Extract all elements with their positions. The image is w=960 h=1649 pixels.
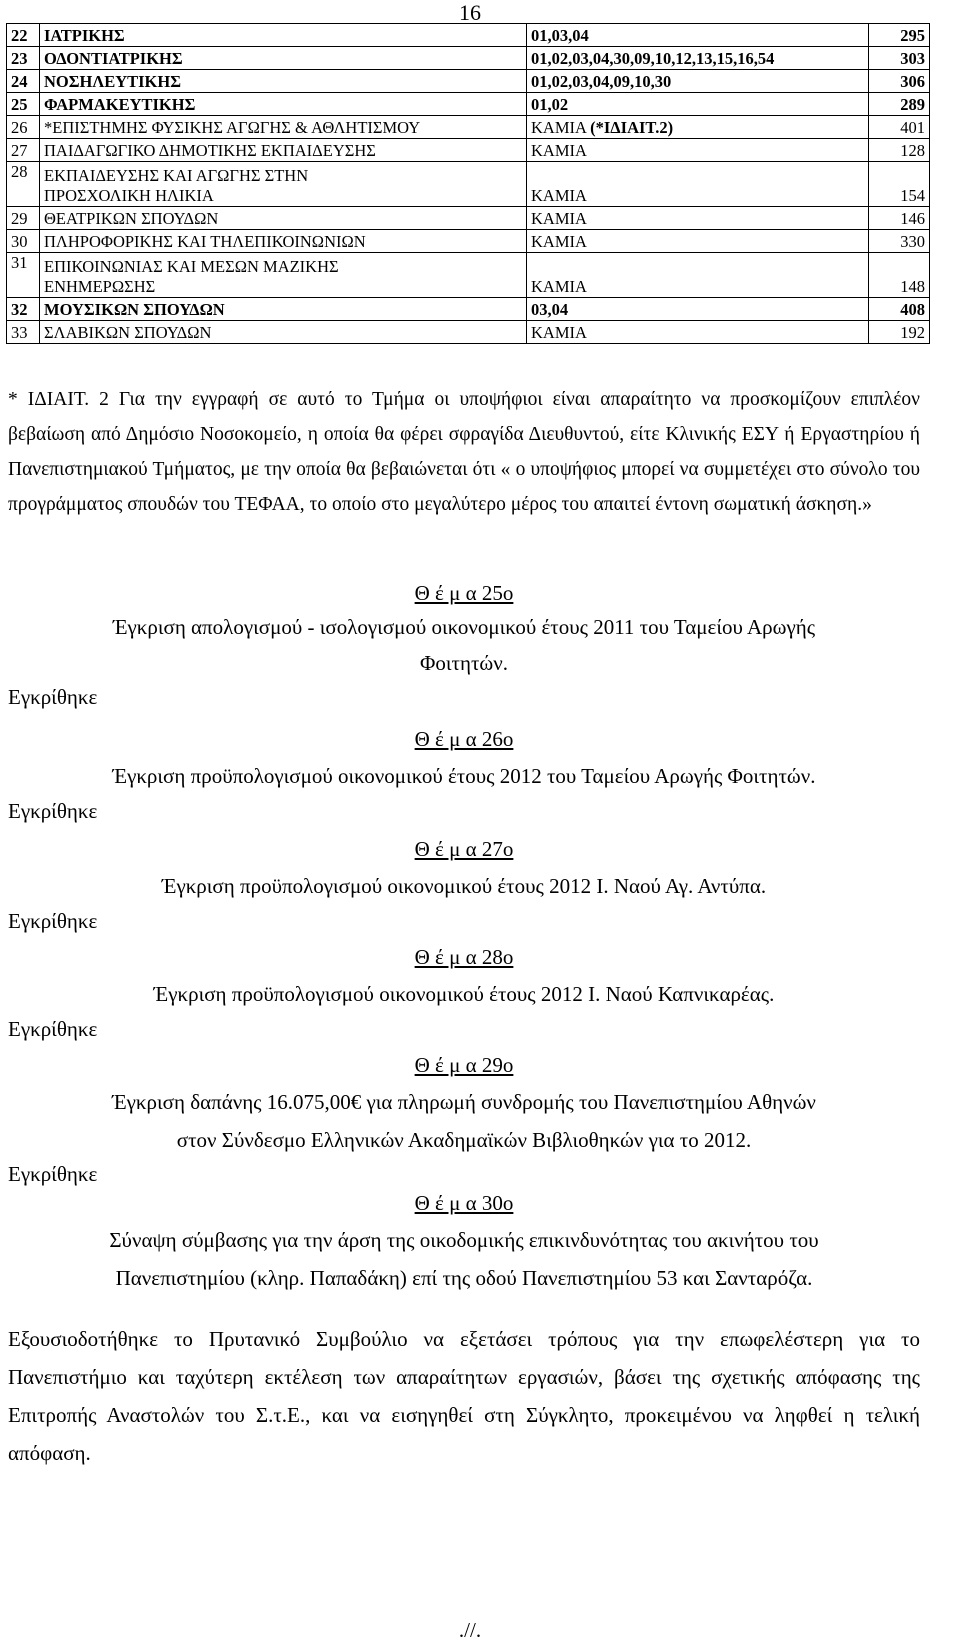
department-name [40,162,527,207]
table-row [7,207,930,230]
required-codes-text: ΚΑΜΙΑ [531,209,587,228]
count-value: 128 [869,139,930,162]
department-name [40,116,527,139]
table-row [7,298,930,321]
department-name [40,207,527,230]
required-codes-text: 01,02,03,04,30,09,10,12,13,15,16,54 [531,49,775,68]
required-codes-text: ΚΑΜΙΑ [531,323,587,342]
topic-27 [8,832,920,936]
topic-27-heading: Θ έ μ α 27ο [414,837,514,861]
department-name [40,70,527,93]
topic-30-title-line2: Πανεπιστημίου (κληρ. Παπαδάκη) επί της οδού Πανεπιστημίου 53 και Σανταρόζα. [115,1266,813,1290]
count-value: 408 [869,298,930,321]
table-row [7,116,930,139]
table-row [7,139,930,162]
topic-30-heading: Θ έ μ α 30ο [414,1191,514,1215]
row-number: 29 [7,207,40,230]
department-name-line: ΕΠΙΚΟΙΝΩΝΙΑΣ ΚΑΙ ΜΕΣΩΝ ΜΑΖΙΚΗΣ [44,257,339,276]
topic-26-heading: Θ έ μ α 26ο [414,727,514,751]
required-codes [527,207,869,230]
row-number: 31 [7,253,40,298]
topic-30-title-line1: Σύναψη σύμβασης για την άρση της οικοδομικής επικινδυνότητας του ακινήτου του [109,1228,819,1252]
required-codes-text: ΚΑΜΙΑ [531,141,587,160]
count-value: 192 [869,321,930,344]
topic-29-title-line2: στον Σύνδεσμο Ελληνικών Ακαδημαϊκών Βιβλιοθηκών για το 2012. [176,1128,752,1152]
count-value: 306 [869,70,930,93]
topic-26-title-line1: Έγκριση προϋπολογισμού οικονομικού έτους 2012 του Ταμείου Αρωγής Φοιτητών. [112,764,816,788]
table-row [7,321,930,344]
required-codes-text: 01,02 [531,95,569,114]
department-name [40,321,527,344]
department-name-line: ΜΟΥΣΙΚΩΝ ΣΠΟΥΔΩΝ [44,300,225,319]
required-codes [527,230,869,253]
required-codes [527,253,869,298]
row-number: 24 [7,70,40,93]
department-name-line: ΕΝΗΜΕΡΩΣΗΣ [44,277,156,296]
topic-25 [8,578,920,714]
row-number: 25 [7,93,40,116]
topic-30-result: Εξουσιοδοτήθηκε το Πρυτανικό Συμβούλιο να εξετάσει τρόπους για την επωφελέστερη για το Πανεπιστήμιο και ταχύτερη εκτέλεση των απαραίτητων εργασιών, βάσει της σχετικής απόφασης της Επιτροπής Αναστολών του Σ.τ.Ε., και να εισηγηθεί στη Σύγκλητο, προκειμένου να ληφθεί η τελική απόφαση. [8,1327,920,1465]
department-name [40,298,527,321]
table-row [7,93,930,116]
table-row [7,70,930,93]
row-number: 28 [7,162,40,207]
topic-28-title-line1: Έγκριση προϋπολογισμού οικονομικού έτους 2012 Ι. Ναού Καπνικαρέας. [153,982,775,1006]
required-codes-text: 01,02,03,04,09,10,30 [531,72,672,91]
department-name-line: ΕΚΠΑΙΔΕΥΣΗΣ ΚΑΙ ΑΓΩΓΗΣ ΣΤΗΝ [44,166,309,185]
department-name-line: ΙΑΤΡΙΚΗΣ [44,26,125,45]
row-number: 26 [7,116,40,139]
row-number: 30 [7,230,40,253]
topic-26 [8,722,920,826]
topic-28-result: Εγκρίθηκε [8,1017,98,1041]
topic-25-heading: Θ έ μ α 25ο [414,581,514,605]
required-codes [527,298,869,321]
count-value: 295 [869,24,930,47]
department-name-line: ΠΑΙΔΑΓΩΓΙΚΟ ΔΗΜΟΤΙΚΗΣ ΕΚΠΑΙΔΕΥΣΗΣ [44,141,376,160]
required-codes [527,70,869,93]
required-codes-text: ΚΑΜΙΑ [531,277,587,296]
topic-29-result: Εγκρίθηκε [8,1162,98,1186]
topic-26-result: Εγκρίθηκε [8,799,98,823]
required-codes [527,116,869,139]
row-number: 33 [7,321,40,344]
department-name-line: ΣΛΑΒΙΚΩΝ ΣΠΟΥΔΩΝ [44,323,212,342]
required-codes [527,321,869,344]
footnote: * ΙΔΙΑΙΤ. 2 Για την εγγραφή σε αυτό το Τμήμα οι υποψήφιοι είναι απαραίτητο να προσκομίζουν επιπλέον βεβαίωση από Δημόσιο Νοσοκομείο, η οποία θα φέρει σφραγίδα Διευθυντού, είτε Κλινικής ΕΣΥ ή Εργαστηρίου ή Πανεπιστημιακού Τμήματος, με την οποία θα βεβαιώνεται ότι « ο υποψήφιος μπορεί να συμμετέχει στο σύνολο του προγράμματος σπουδών του ΤΕΦΑΑ, το οποίο στο μεγαλύτερο μέρος του απαιτεί έντονη σωματική άσκηση.» [8,389,920,515]
department-name-line: ΠΛΗΡΟΦΟΡΙΚΗΣ ΚΑΙ ΤΗΛΕΠΙΚΟΙΝΩΝΙΩΝ [44,232,366,251]
table-row [7,24,930,47]
topic-30 [8,1186,920,1472]
topic-25-title-line2: Φοιτητών. [420,651,508,675]
required-codes [527,47,869,70]
table-row [7,230,930,253]
count-value: 289 [869,93,930,116]
topic-29 [8,1048,920,1190]
topic-29-title-line1: Έγκριση δαπάνης 16.075,00€ για πληρωμή συνδρομής του Πανεπιστημίου Αθηνών [112,1090,816,1114]
table-row [7,253,930,298]
row-number: 22 [7,24,40,47]
departments-table [6,23,930,344]
topic-28-heading: Θ έ μ α 28ο [414,945,514,969]
department-name-line: ΠΡΟΣΧΟΛΙΚΗ ΗΛΙΚΙΑ [44,186,214,205]
department-name [40,230,527,253]
department-name [40,253,527,298]
required-codes-text: ΚΑΜΙΑ [531,118,587,137]
table-row [7,47,930,70]
department-name-line: ΝΟΣΗΛΕΥΤΙΚΗΣ [44,72,182,91]
required-codes [527,93,869,116]
end-mark: .//. [458,1618,482,1642]
required-codes [527,24,869,47]
topic-25-result: Εγκρίθηκε [8,685,98,709]
row-number: 27 [7,139,40,162]
department-name-line: ΦΑΡΜΑΚΕΥΤΙΚΗΣ [44,95,196,114]
required-codes-text: ΚΑΜΙΑ [531,186,587,205]
department-name [40,139,527,162]
department-name-line: ΘΕΑΤΡΙΚΩΝ ΣΠΟΥΔΩΝ [44,209,219,228]
required-codes-text: ΚΑΜΙΑ [531,232,587,251]
department-name [40,93,527,116]
count-value: 148 [869,253,930,298]
count-value: 330 [869,230,930,253]
topic-27-title-line1: Έγκριση προϋπολογισμού οικονομικού έτους 2012 Ι. Ναού Αγ. Αντύπα. [161,874,767,898]
required-codes [527,162,869,207]
row-number: 32 [7,298,40,321]
count-value: 303 [869,47,930,70]
special-requirement-note: (*ΙΔΙΑΙΤ.2) [590,118,674,137]
count-value: 401 [869,116,930,139]
topic-28 [8,940,920,1044]
required-codes [527,139,869,162]
page-number: 16 [459,0,481,25]
required-codes-text: 01,03,04 [531,26,589,45]
department-name-line: ΟΔΟΝΤΙΑΤΡΙΚΗΣ [44,49,183,68]
topic-25-title-line1: Έγκριση απολογισμού - ισολογισμού οικονομικού έτους 2011 του Ταμείου Αρωγής [112,615,816,639]
topic-29-heading: Θ έ μ α 29ο [414,1053,514,1077]
department-name-line: *ΕΠΙΣΤΗΜΗΣ ΦΥΣΙΚΗΣ ΑΓΩΓΗΣ & ΑΘΛΗΤΙΣΜΟΥ [44,118,421,137]
topic-27-result: Εγκρίθηκε [8,909,98,933]
count-value: 154 [869,162,930,207]
count-value: 146 [869,207,930,230]
table-row [7,162,930,207]
department-name [40,47,527,70]
required-codes-text: 03,04 [531,300,569,319]
row-number: 23 [7,47,40,70]
department-name [40,24,527,47]
